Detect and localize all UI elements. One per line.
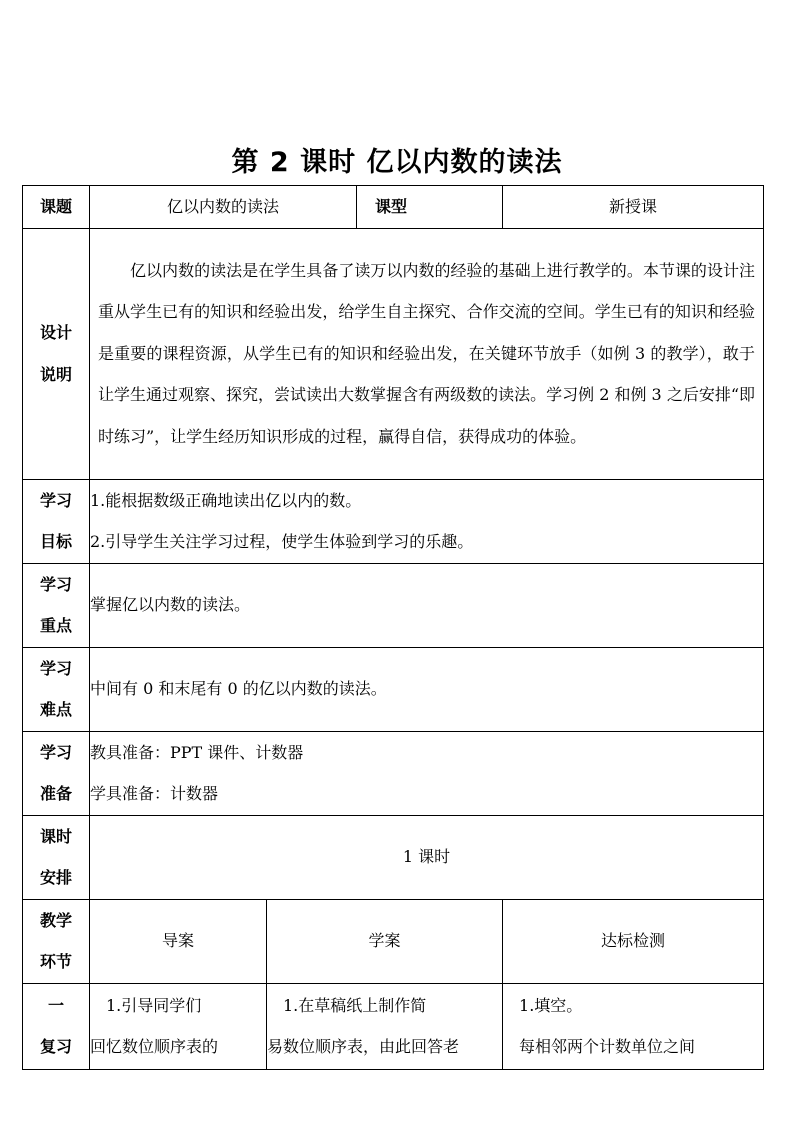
lesson-type-label: 课型 <box>357 186 503 229</box>
sections-header-row <box>23 899 764 983</box>
goal-item-2: 2.引导学生关注学习过程，使学生体验到学习的乐趣。 <box>90 532 474 551</box>
key-points-label <box>23 563 90 647</box>
topic-row <box>23 186 764 229</box>
review-teacher-guide <box>90 983 267 1069</box>
review-teacher-line-2: 回忆数位顺序表的 <box>90 1037 219 1056</box>
preparation-label-line-1: 学习 <box>39 742 72 762</box>
review-assessment-line-1: 1.填空。 <box>519 995 583 1015</box>
difficulties-label-line-2: 难点 <box>39 700 72 719</box>
topic-value: 亿以内数的读法 <box>90 186 357 229</box>
lesson-plan-table <box>22 185 764 1070</box>
lesson-type-value: 新授课 <box>503 186 764 229</box>
design-label <box>23 228 90 479</box>
schedule-label-line-1: 课时 <box>39 826 72 846</box>
review-student-line-1: 1.在草稿纸上制作简 <box>283 995 427 1015</box>
page-title: 第 2 课时 亿以内数的读法 <box>231 147 563 178</box>
sections-label <box>23 899 90 983</box>
sections-label-line-2: 环节 <box>39 952 72 971</box>
student-guide-header: 学案 <box>267 899 503 983</box>
difficulties-value: 中间有 0 和末尾有 0 的亿以内数的读法。 <box>90 647 764 731</box>
schedule-label-line-2: 安排 <box>39 868 72 887</box>
sections-label-line-1: 教学 <box>39 910 72 930</box>
goal-item-1: 1.能根据数级正确地读出亿以内的数。 <box>90 490 362 510</box>
review-student-guide <box>267 983 503 1069</box>
design-label-line-2: 说明 <box>39 364 72 384</box>
review-label <box>23 983 90 1069</box>
difficulties-label <box>23 647 90 731</box>
review-label-line-2: 复习 <box>39 1037 72 1056</box>
schedule-label <box>23 815 90 899</box>
goals-row <box>23 479 764 563</box>
review-assessment-line-2: 每相邻两个计数单位之间 <box>519 1037 696 1056</box>
difficulties-label-line-1: 学习 <box>39 658 72 678</box>
design-text: 亿以内数的读法是在学生具备了读万以内数的经验的基础上进行教学的。本节课的设计注重从学生已有的知识和经验出发，给学生自主探究、合作交流的空间。学生已有的知识和经验是重要的课程资源，从学生已有的知识和经验出发，在关键环节放手（如例 3 的教学），敢于让学生通过观察、探究，尝试读出大数掌握含有两级数的读法。学习例 2 和例 3 之后安排“即时练习”，让学生经历知识形成的过程，赢得自信，获得成功的体验。 <box>98 260 756 446</box>
key-points-value: 掌握亿以内数的读法。 <box>90 563 764 647</box>
schedule-value: 1 课时 <box>90 815 764 899</box>
goals-cell <box>90 479 764 563</box>
review-assessment <box>503 983 764 1069</box>
design-label-line-1: 设计 <box>39 323 72 342</box>
review-teacher-line-1: 1.引导同学们 <box>106 995 202 1015</box>
key-points-label-line-2: 重点 <box>39 616 72 635</box>
review-row <box>23 983 764 1069</box>
design-row <box>23 228 764 479</box>
topic-label: 课题 <box>23 186 90 229</box>
preparation-row <box>23 731 764 815</box>
student-prep: 学具准备：计数器 <box>90 784 219 803</box>
review-student-line-2: 易数位顺序表，由此回答老 <box>267 1037 460 1056</box>
difficulties-row <box>23 647 764 731</box>
goals-label-line-1: 学习 <box>39 490 72 510</box>
preparation-label <box>23 731 90 815</box>
assessment-header: 达标检测 <box>503 899 764 983</box>
schedule-row <box>23 815 764 899</box>
key-points-label-line-1: 学习 <box>39 574 72 594</box>
key-points-row <box>23 563 764 647</box>
review-label-line-1: 一 <box>47 995 64 1015</box>
teacher-guide-header: 导案 <box>90 899 267 983</box>
preparation-cell <box>90 731 764 815</box>
design-text-cell <box>90 228 764 479</box>
goals-label-line-2: 目标 <box>39 532 72 551</box>
preparation-label-line-2: 准备 <box>39 784 72 803</box>
goals-label <box>23 479 90 563</box>
teacher-prep: 教具准备：PPT 课件、计数器 <box>90 742 304 762</box>
